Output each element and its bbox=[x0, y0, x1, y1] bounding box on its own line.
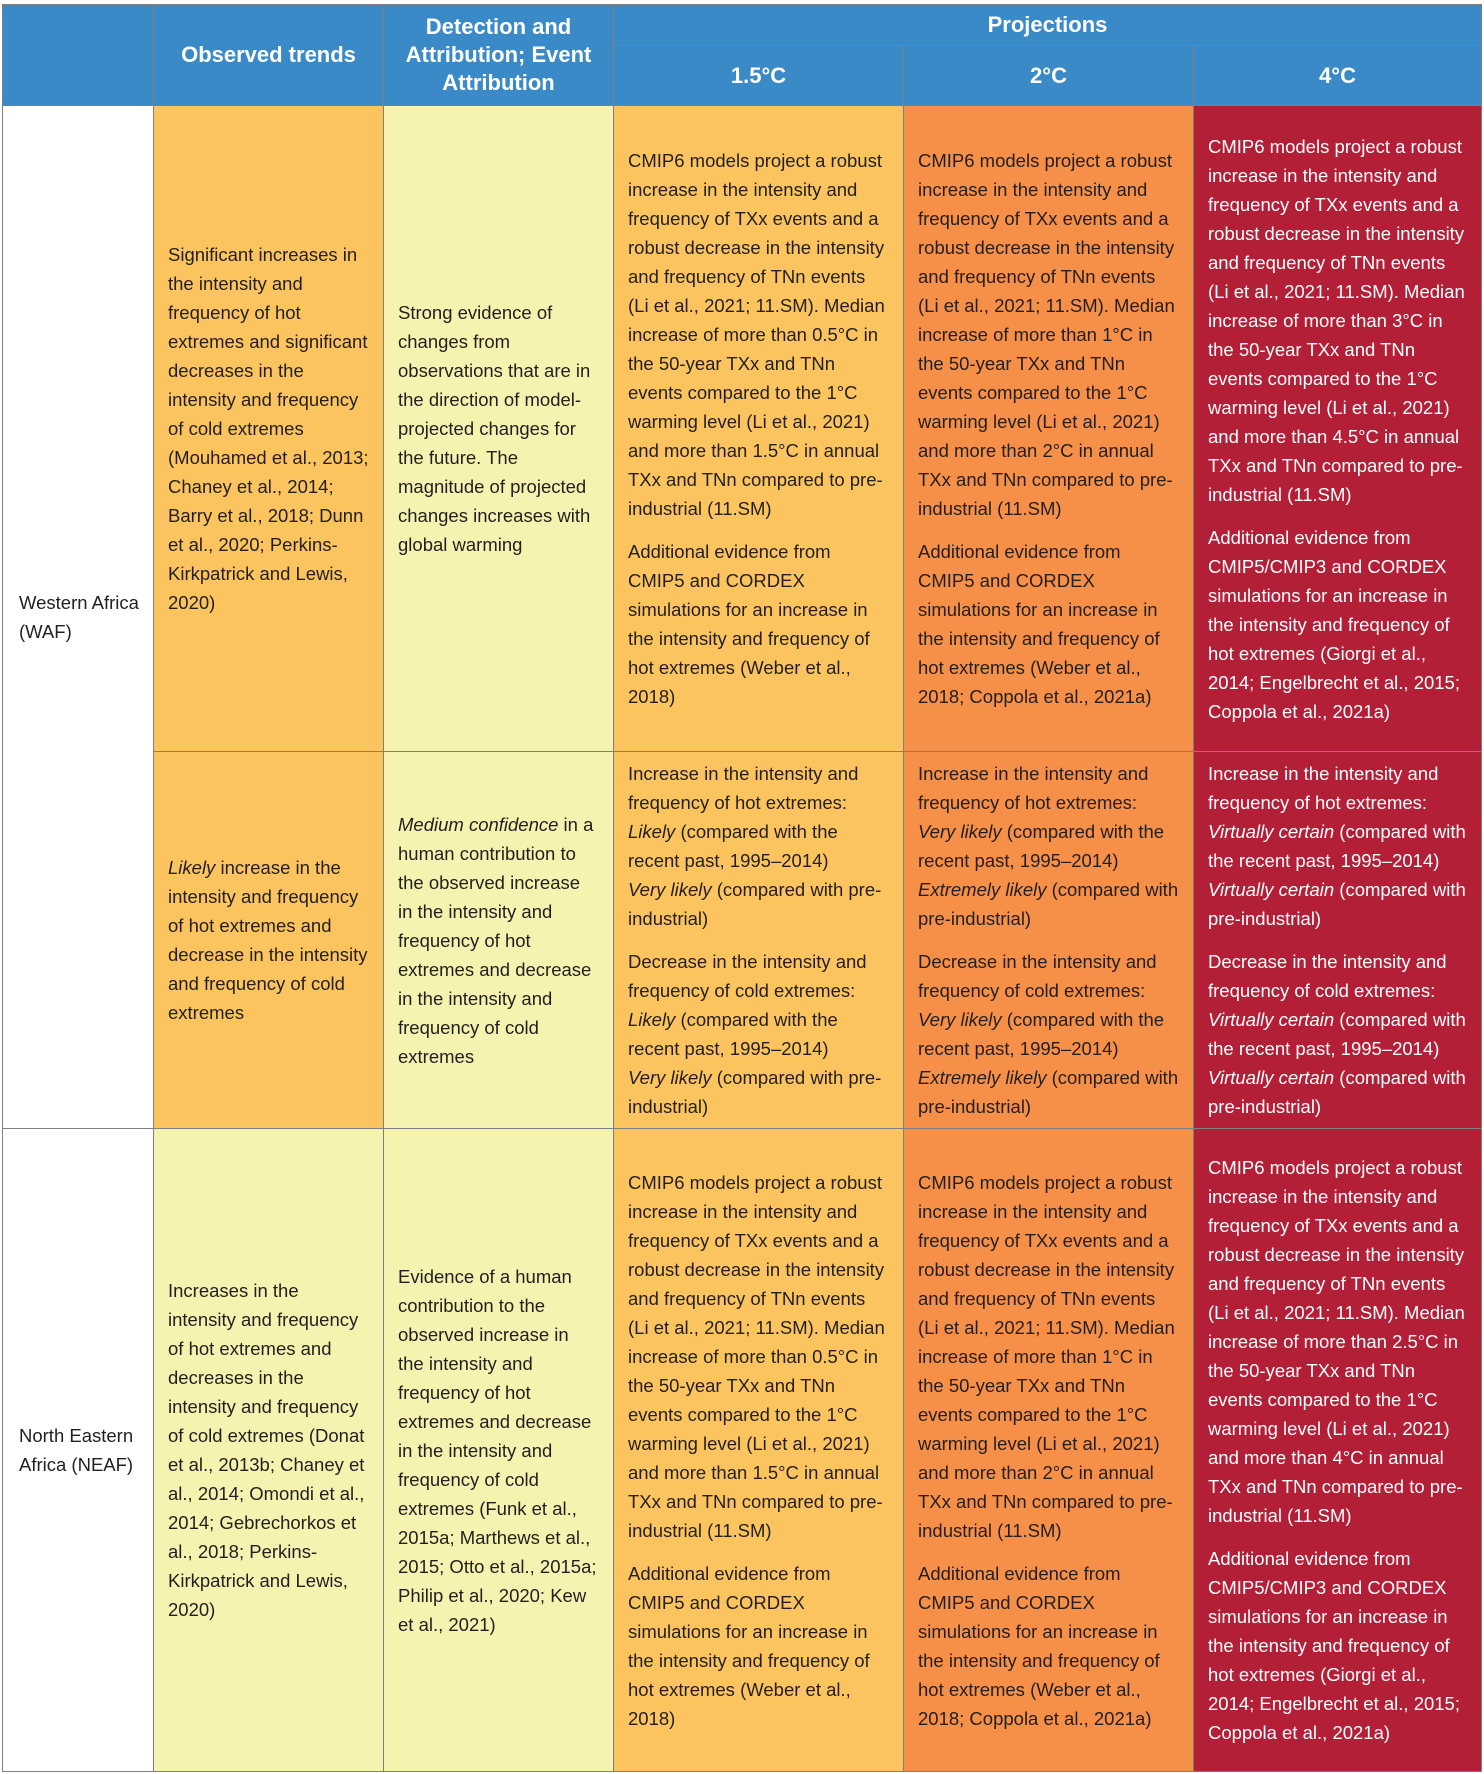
neaf-detection-attribution: Evidence of a human contribution to the observed increase in the intensity and frequency of hot extremes and decrease in the intensity and frequency of cold extremes (Funk et al., 2015a; Marthews et al., 2015; Otto et al., 2015a; Philip et al., 2020; Kew et al., 2021) bbox=[384, 1129, 614, 1772]
neaf-2-additional-text: Additional evidence from CMIP5 and CORDEX simulations for an increase in the intensity and frequency of hot extremes (Weber et al., 2018; Coppola et al., 2021a) bbox=[918, 1562, 1160, 1729]
hot-extremes-heading: Increase in the intensity and frequency of hot extremes: bbox=[628, 763, 859, 813]
assessment-table bbox=[2, 4, 1482, 1772]
waf-confidence-4 bbox=[1194, 752, 1482, 1129]
neaf-1-5-additional-text: Additional evidence from CMIP5 and CORDEX simulations for an increase in the intensity and frequency of hot extremes (Weber et al., 2018) bbox=[628, 1562, 870, 1729]
waf-1-5-hot-block: Increase in the intensity and frequency of hot extremes: Likely (compared with the recent past, 1995–2014) Very likely (compared with pre-industrial) bbox=[628, 759, 889, 933]
neaf-projection-2 bbox=[904, 1129, 1194, 1772]
waf-detection-attribution: Strong evidence of changes from observations that are in the direction of model-projected changes for the future. The magnitude of projected changes increases with global warming bbox=[384, 106, 614, 752]
neaf-projection-4 bbox=[1194, 1129, 1482, 1772]
waf-observed-likelihood: Likely bbox=[168, 857, 216, 878]
waf-detection-confidence bbox=[384, 752, 614, 1129]
waf-2-cold-block: Decrease in the intensity and frequency of cold extremes: Very likely (compared with the recent past, 1995–2014) Extremely likely (compared with pre-industrial) bbox=[918, 947, 1179, 1121]
header-warming-1-5: 1.5°C bbox=[614, 46, 904, 106]
waf-confidence-1-5 bbox=[614, 752, 904, 1129]
waf-1-5-cold-block: Decrease in the intensity and frequency of cold extremes: Likely (compared with the recent past, 1995–2014) Very likely (compared with pre-industrial) bbox=[628, 947, 889, 1121]
waf-2-cmip6-text: CMIP6 models project a robust increase in the intensity and frequency of TXx events and a robust decrease in the intensity and frequency of TNn events (Li et al., 2021; 11.SM). Median increase of more than 1°C in the 50-year TXx and TNn events compared to the 1°C warming level (Li et al., 2021) and more than 2°C in annual TXx and TNn compared to pre-industrial (11.SM) bbox=[918, 150, 1175, 519]
waf-4-cmip6-text: CMIP6 models project a robust increase in the intensity and frequency of TXx events and a robust decrease in the intensity and frequency of TNn events (Li et al., 2021; 11.SM). Median increase of more than 3°C in the 50-year TXx and TNn events compared to the 1°C warming level (Li et al., 2021) and more than 4.5°C in annual TXx and TNn compared to pre-industrial (11.SM) bbox=[1208, 135, 1465, 505]
likelihood-term: Very likely bbox=[918, 821, 1002, 842]
neaf-4-cmip6-text: CMIP6 models project a robust increase in the intensity and frequency of TXx events and a robust decrease in the intensity and frequency of TNn events (Li et al., 2021; 11.SM). Median increase of more than 2.5°C in the 50-year TXx and TNn events compared to the 1°C warming level (Li et al., 2021) and more than 4°C in annual TXx and TNn compared to pre-industrial (11.SM) bbox=[1208, 1157, 1465, 1526]
waf-projection-2 bbox=[904, 106, 1194, 752]
waf-1-5-additional-text: Additional evidence from CMIP5 and CORDEX simulations for an increase in the intensity and frequency of hot extremes (Weber et al., 2018) bbox=[628, 541, 870, 707]
header-observed-trends: Observed trends bbox=[154, 4, 384, 106]
hot-extremes-heading: Increase in the intensity and frequency of hot extremes: bbox=[1208, 763, 1439, 813]
neaf-1-5-cmip6-text: CMIP6 models project a robust increase in the intensity and frequency of TXx events and a robust decrease in the intensity and frequency of TNn events (Li et al., 2021; 11.SM). Median increase of more than 0.5°C in the 50-year TXx and TNn events compared to the 1°C warming level (Li et al., 2021) and more than 1.5°C in annual TXx and TNn compared to pre-industrial (11.SM) bbox=[628, 1171, 885, 1541]
likelihood-term: Virtually certain bbox=[1208, 1067, 1335, 1088]
cold-extremes-heading: Decrease in the intensity and frequency of cold extremes: bbox=[1208, 951, 1447, 1001]
header-projections: Projections bbox=[614, 4, 1482, 46]
likelihood-term: Extremely likely bbox=[918, 879, 1047, 900]
header-warming-4: 4°C bbox=[1194, 46, 1482, 106]
neaf-projection-1-5 bbox=[614, 1129, 904, 1772]
likelihood-term: Very likely bbox=[628, 1067, 712, 1088]
waf-projection-4 bbox=[1194, 106, 1482, 752]
waf-4-hot-block: Increase in the intensity and frequency of hot extremes: Virtually certain (compared with the recent past, 1995–2014) Virtually certain (compared with pre-industrial) bbox=[1208, 759, 1467, 933]
neaf-observed-trends: Increases in the intensity and frequency of hot extremes and decreases in the intensity and frequency of cold extremes (Donat et al., 2013b; Chaney et al., 2014; Omondi et al., 2014; Gebrechorkos et al., 2018; Perkins-Kirkpatrick and Lewis, 2020) bbox=[154, 1129, 384, 1772]
region-western-africa: Western Africa (WAF) bbox=[2, 106, 154, 1129]
hot-extremes-heading: Increase in the intensity and frequency of hot extremes: bbox=[918, 763, 1149, 813]
cold-extremes-heading: Decrease in the intensity and frequency of cold extremes: bbox=[628, 951, 867, 1001]
likelihood-term: Extremely likely bbox=[918, 1067, 1047, 1088]
neaf-4-additional-text: Additional evidence from CMIP5/CMIP3 and CORDEX simulations for an increase in the intensity and frequency of hot extremes (Giorgi et al., 2014; Engelbrecht et al., 2015; Coppola et al., 2021a) bbox=[1208, 1548, 1460, 1743]
likelihood-term: Very likely bbox=[918, 1009, 1002, 1030]
waf-4-additional-text: Additional evidence from CMIP5/CMIP3 and CORDEX simulations for an increase in the intensity and frequency of hot extremes (Giorgi et al., 2014; Engelbrecht et al., 2015; Coppola et al., 2021a) bbox=[1208, 526, 1460, 722]
neaf-2-cmip6-text: CMIP6 models project a robust increase in the intensity and frequency of TXx events and a robust decrease in the intensity and frequency of TNn events (Li et al., 2021; 11.SM). Median increase of more than 1°C in the 50-year TXx and TNn events compared to the 1°C warming level (Li et al., 2021) and more than 2°C in annual TXx and TNn compared to pre-industrial (11.SM) bbox=[918, 1171, 1175, 1541]
waf-detection-confidence-level: Medium confidence bbox=[398, 813, 559, 835]
likelihood-term: Virtually certain bbox=[1208, 1009, 1335, 1030]
likelihood-term: Virtually certain bbox=[1208, 879, 1335, 900]
cold-extremes-heading: Decrease in the intensity and frequency of cold extremes: bbox=[918, 951, 1157, 1001]
likelihood-term: Very likely bbox=[628, 879, 712, 900]
waf-projection-1-5 bbox=[614, 106, 904, 752]
waf-1-5-cmip6-text: CMIP6 models project a robust increase in the intensity and frequency of TXx events and a robust decrease in the intensity and frequency of TNn events (Li et al., 2021; 11.SM). Median increase of more than 0.5°C in the 50-year TXx and TNn events compared to the 1°C warming level (Li et al., 2021) and more than 1.5°C in annual TXx and TNn compared to pre-industrial (11.SM) bbox=[628, 150, 885, 519]
waf-2-additional-text: Additional evidence from CMIP5 and CORDEX simulations for an increase in the intensity and frequency of hot extremes (Weber et al., 2018; Coppola et al., 2021a) bbox=[918, 541, 1160, 707]
header-detection-attribution: Detection and Attribution; Event Attribution bbox=[384, 4, 614, 106]
header-blank-cell bbox=[2, 4, 154, 106]
waf-2-hot-block: Increase in the intensity and frequency of hot extremes: Very likely (compared with the recent past, 1995–2014) Extremely likely (compared with pre-industrial) bbox=[918, 759, 1179, 933]
likelihood-term: Likely bbox=[628, 821, 676, 842]
header-warming-2: 2°C bbox=[904, 46, 1194, 106]
waf-confidence-2 bbox=[904, 752, 1194, 1129]
likelihood-term: Likely bbox=[628, 1009, 676, 1030]
waf-observed-trends: Significant increases in the intensity and frequency of hot extremes and significant decreases in the intensity and frequency of cold extremes (Mouhamed et al., 2013; Chaney et al., 2014; Barry et al., 2018; Dunn et al., 2020; Perkins-Kirkpatrick and Lewis, 2020) bbox=[154, 106, 384, 752]
likelihood-term: Virtually certain bbox=[1208, 821, 1335, 842]
waf-observed-confidence bbox=[154, 752, 384, 1129]
waf-4-cold-block: Decrease in the intensity and frequency of cold extremes: Virtually certain (compared with the recent past, 1995–2014) Virtually certain (compared with pre-industrial) bbox=[1208, 947, 1467, 1121]
waf-observed-confidence-text: increase in the intensity and frequency of hot extremes and decrease in the intensity and frequency of cold extremes bbox=[168, 857, 368, 1023]
waf-detection-confidence-text: in a human contribution to the observed increase in the intensity and frequency of hot extremes and decrease in the intensity and frequency of cold extremes bbox=[398, 813, 594, 1067]
region-north-eastern-africa: North Eastern Africa (NEAF) bbox=[2, 1129, 154, 1772]
